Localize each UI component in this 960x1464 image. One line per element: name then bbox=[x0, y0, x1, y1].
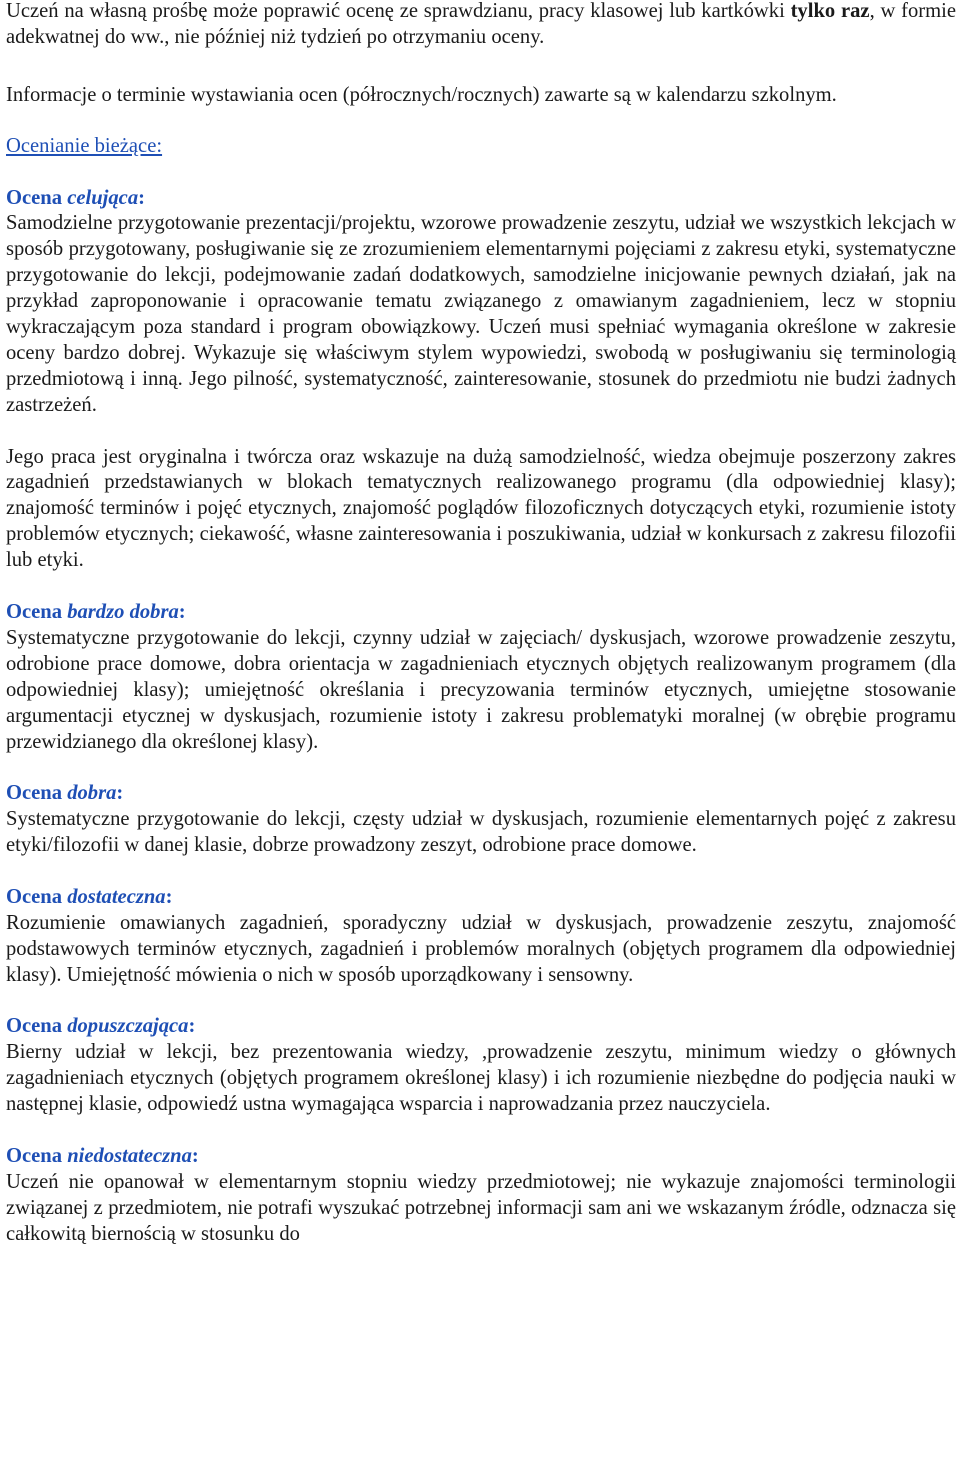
grade-description: Uczeń nie opanował w elementarnym stopniu wiedzy przedmiotowej; nie wykazuje znajomości terminologii związanej z przedmiotem, nie potrafi wyszukać potrzebnej informacji sam ani we wskazanym źródle, odznacza się całkowitą biernością w stosunku do bbox=[6, 1170, 956, 1245]
grade-colon: : bbox=[116, 782, 124, 805]
grade-colon: : bbox=[178, 600, 186, 623]
grade-description: Rozumienie omawianych zagadnień, sporadyczny udział w dyskusjach, prowadzenie zeszytu, znajomość podstawowych terminów etycznych, zagadnień i problemów moralnych (objętych programem dla odpowiedniej klasy). Umiejętność mówienia o nich w sposób uporządkowany i sensowny. bbox=[6, 911, 956, 986]
grade-heading bbox=[6, 186, 956, 212]
intro-paragraph-1 bbox=[6, 0, 956, 51]
grade-description: Systematyczne przygotowanie do lekcji, częsty udział w dyskusjach, rozumienie elementarnych pojęć z zakresu etyki/filozofii w danej klasie, dobrze prowadzony zeszyt, odrobione prace domowe. bbox=[6, 808, 956, 857]
grade-heading bbox=[6, 1014, 956, 1040]
grade-prefix: Ocena bbox=[6, 782, 68, 805]
grade-heading bbox=[6, 600, 956, 626]
grade-prefix: Ocena bbox=[6, 885, 68, 908]
grade-description: Samodzielne przygotowanie prezentacji/projektu, wzorowe prowadzenie zeszytu, udział we wszystkich lekcjach w sposób przygotowany, posługiwanie się ze zrozumieniem elementarnymi pojęciami z zakresu etyki, systematyczne przygotowanie do lekcji, podejmowanie zadań dodatkowych, samodzielne inicjowanie pewnych działań, jak na przykład zaproponowanie i opracowanie tematu związanego z omawianym zagadnieniem, lecz w stopniu wykraczającym poza standard i program obowiązkowy. Uczeń musi spełniać wymagania określone w zakresie oceny bardzo dobrej. Wykazuje się właściwym stylem wypowiedzi, swobodą w posługiwaniu się terminologią przedmiotową i inną. Jego pilność, systematyczność, zainteresowanie, stosunek do przedmiotu nie budzi żadnych zastrzeżeń. bbox=[6, 212, 956, 416]
document-page bbox=[6, 0, 956, 1248]
grade-name: bardzo dobra bbox=[67, 600, 179, 623]
grade-name: dostateczna bbox=[67, 885, 166, 908]
grade-colon: : bbox=[165, 885, 173, 908]
grade-section bbox=[6, 885, 956, 989]
grade-section bbox=[6, 1144, 956, 1248]
intro-bold-text: tylko raz bbox=[790, 0, 870, 22]
intro-text-cont: , w formie adekwatnej do ww., nie później niż tydzień po otrzymaniu oceny. bbox=[6, 0, 957, 48]
grade-section bbox=[6, 186, 956, 575]
grade-heading bbox=[6, 781, 956, 807]
grade-section bbox=[6, 1014, 956, 1118]
grade-description: Jego praca jest oryginalna i twórcza oraz wskazuje na dużą samodzielność, wiedza obejmuje poszerzony zakres zagadnień przedstawianych w blokach tematycznych realizowanego programu (dla odpowiedniej klasy); znajomość terminów i pojęć etycznych, znajomość poglądów filozoficznych dotyczących etyki, rozumienie istoty problemów etycznych; ciekawość, własne zainteresowania i poszukiwania, udział w konkursach z zakresu filozofii lub etyki. bbox=[6, 445, 956, 572]
grade-section bbox=[6, 600, 956, 755]
grade-description: Bierny udział w lekcji, bez prezentowania wiedzy, ,prowadzenie zeszytu, minimum wiedzy o głównych zagadnieniach etycznych (objętych programem określonej klasy) i ich rozumienie niezbędne do podjęcia nauki w następnej klasie, odpowiedź ustna wymagająca wsparcia i naprowadzania przez nauczyciela. bbox=[6, 1041, 956, 1116]
grade-name: niedostateczna bbox=[67, 1144, 192, 1167]
grade-section bbox=[6, 781, 956, 859]
grade-description: Systematyczne przygotowanie do lekcji, czynny udział w zajęciach/ dyskusjach, wzorowe prowadzenie zeszytu, odrobione prace domowe, dobra orientacja w zagadnieniach etycznych objętych realizowanym programem (dla odpowiedniej klasy); umiejętność określania i precyzowania terminów etycznych, umiejętne stosowanie argumentacji etycznej w dyskusjach, rozumienie istoty i zakresu problematyki moralnej (w obrębie programu przewidzianego dla określonej klasy). bbox=[6, 626, 956, 753]
intro-text: Uczeń na własną prośbę może poprawić ocenę ze sprawdzianu, pracy klasowej lub kartkówki bbox=[6, 0, 791, 22]
grade-heading bbox=[6, 885, 956, 911]
grade-colon: : bbox=[188, 1015, 196, 1038]
grade-prefix: Ocena bbox=[6, 1015, 68, 1038]
grade-prefix: Ocena bbox=[6, 600, 68, 623]
intro-paragraph-2: Informacje o terminie wystawiania ocen (półrocznych/rocznych) zawarte są w kalendarzu szkolnym. bbox=[6, 83, 837, 106]
grade-name: celująca bbox=[67, 186, 139, 209]
grade-name: dopuszczająca bbox=[67, 1015, 189, 1038]
grade-prefix: Ocena bbox=[6, 186, 68, 209]
grades-list bbox=[6, 186, 956, 1248]
grade-name: dobra bbox=[67, 782, 117, 805]
section-heading: Ocenianie bieżące: bbox=[6, 134, 163, 157]
grade-prefix: Ocena bbox=[6, 1144, 68, 1167]
grade-colon: : bbox=[191, 1144, 199, 1167]
grade-colon: : bbox=[138, 186, 145, 209]
grade-heading bbox=[6, 1144, 956, 1170]
